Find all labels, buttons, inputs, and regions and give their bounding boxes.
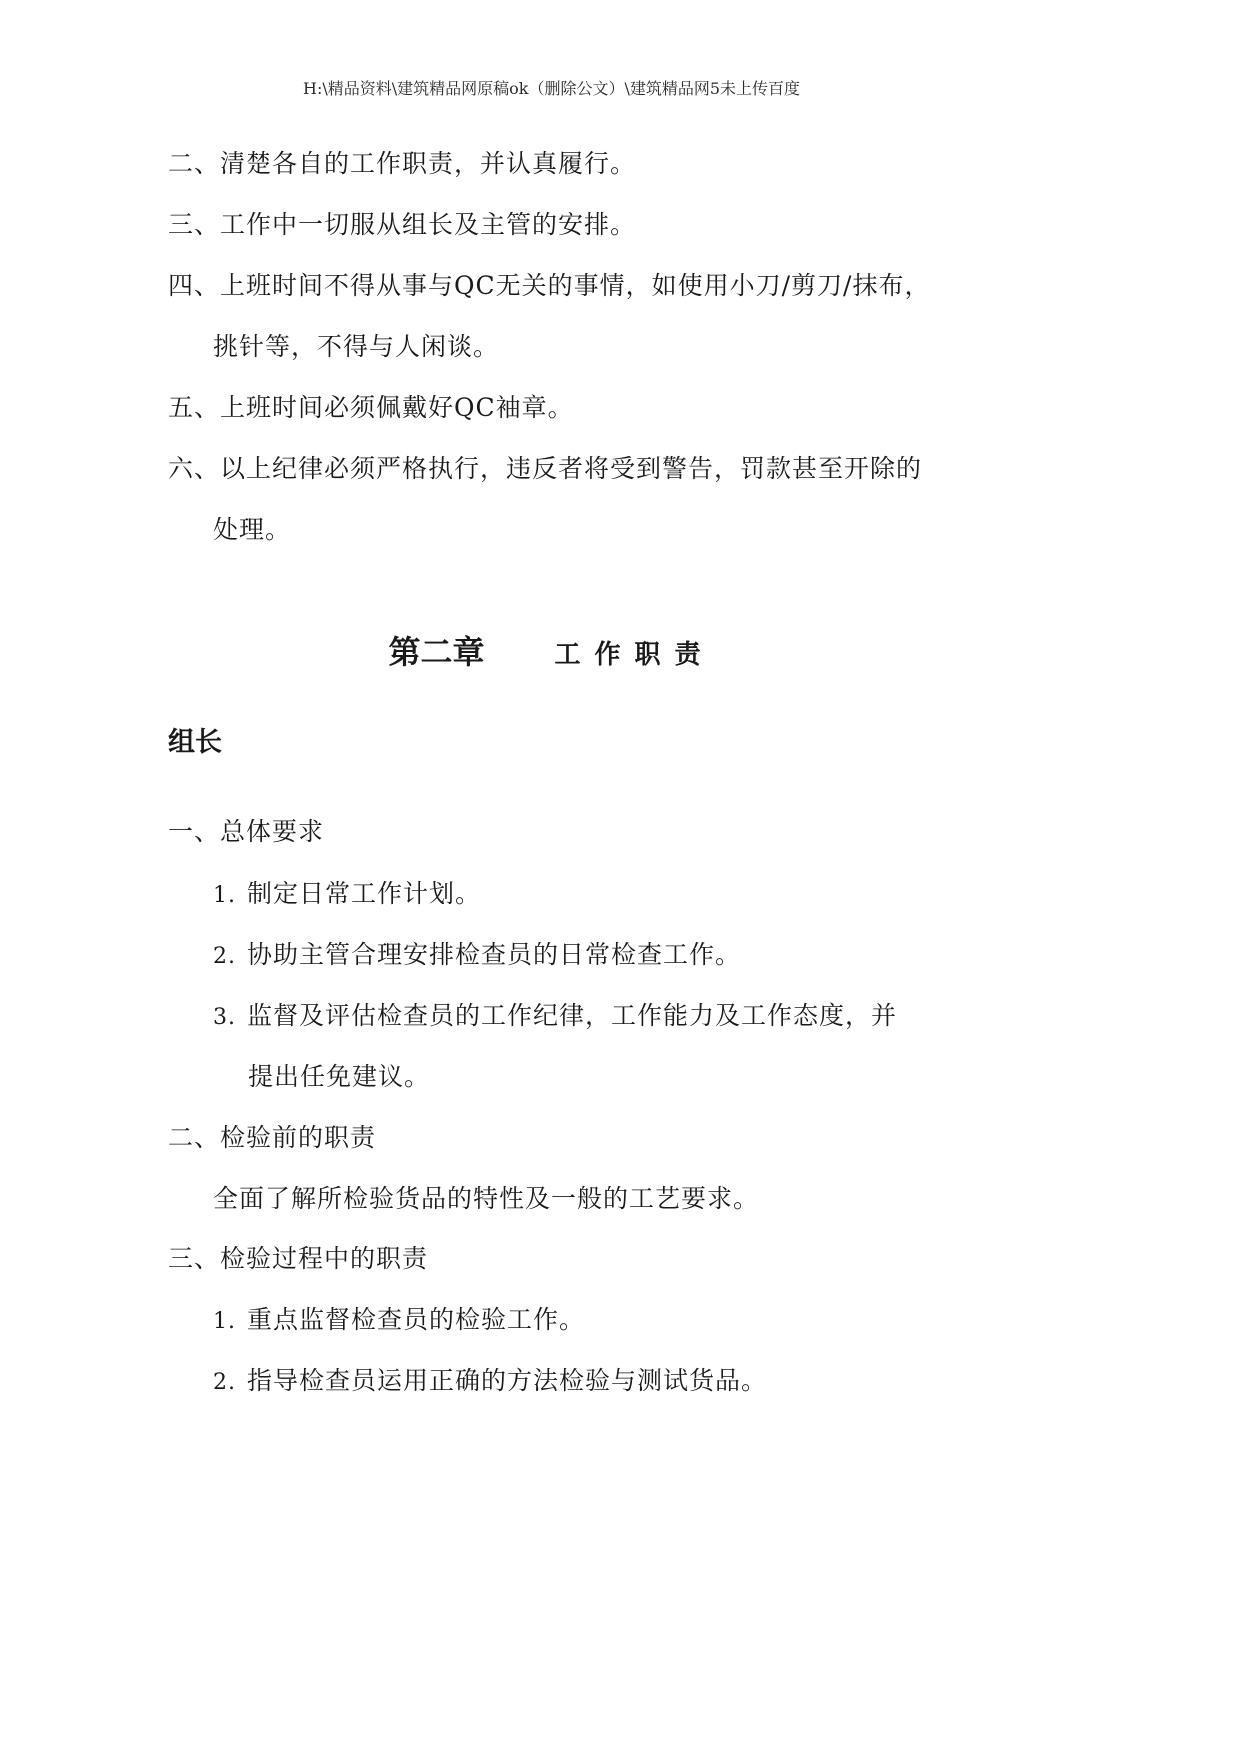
list-item-number: 1. [213,883,236,908]
list-item-text: 重点监督检查员的检验工作。 [247,1305,586,1334]
section-title: 组长 [168,727,222,758]
rule-line-2: 二、清楚各自的工作职责，并认真履行。 [168,149,637,178]
list-item [213,1302,585,1340]
list-item-number: 3. [213,1005,236,1030]
rule-line-6: 六、以上纪律必须严格执行，违反者将受到警告，罚款甚至开除的 [168,454,923,483]
list-item-number: 2. [213,1370,236,1395]
list-item [213,998,897,1036]
general-requirements-heading: 一、总体要求 [168,817,325,846]
list-item-text: 协助主管合理安排检查员的日常检查工作。 [247,940,742,969]
list-item [213,937,741,975]
list-item-continuation: 提出任免建议。 [248,1062,431,1091]
chapter-number: 第二章 [388,633,485,671]
rule-line-4-cont: 挑针等，不得与人闲谈。 [213,332,500,361]
rule-line-6-cont: 处理。 [213,515,292,544]
during-inspection-heading: 三、检验过程中的职责 [168,1244,429,1273]
list-item-text: 监督及评估检查员的工作纪律，工作能力及工作态度，并 [247,1001,898,1030]
chapter-title: 工作职责 [554,640,715,670]
rule-line-4: 四、上班时间不得从事与QC无关的事情，如使用小刀/剪刀/抹布， [168,271,931,300]
list-item [213,1363,767,1401]
rule-line-5: 五、上班时间必须佩戴好QC袖章。 [168,393,574,422]
before-inspection-text: 全面了解所检验货品的特性及一般的工艺要求。 [213,1184,760,1213]
list-item-text: 指导检查员运用正确的方法检验与测试货品。 [247,1366,768,1395]
list-item-text: 制定日常工作计划。 [247,879,482,908]
list-item-number: 2. [213,944,236,969]
list-item-number: 1. [213,1309,236,1334]
chapter-heading [0,630,1103,677]
file-path-header: H:\精品资料\建筑精品网原稿ok（删除公文）\建筑精品网5未上传百度 [302,79,801,98]
before-inspection-heading: 二、检验前的职责 [168,1123,377,1152]
rule-line-3: 三、工作中一切服从组长及主管的安排。 [168,210,637,239]
list-item [213,876,481,914]
